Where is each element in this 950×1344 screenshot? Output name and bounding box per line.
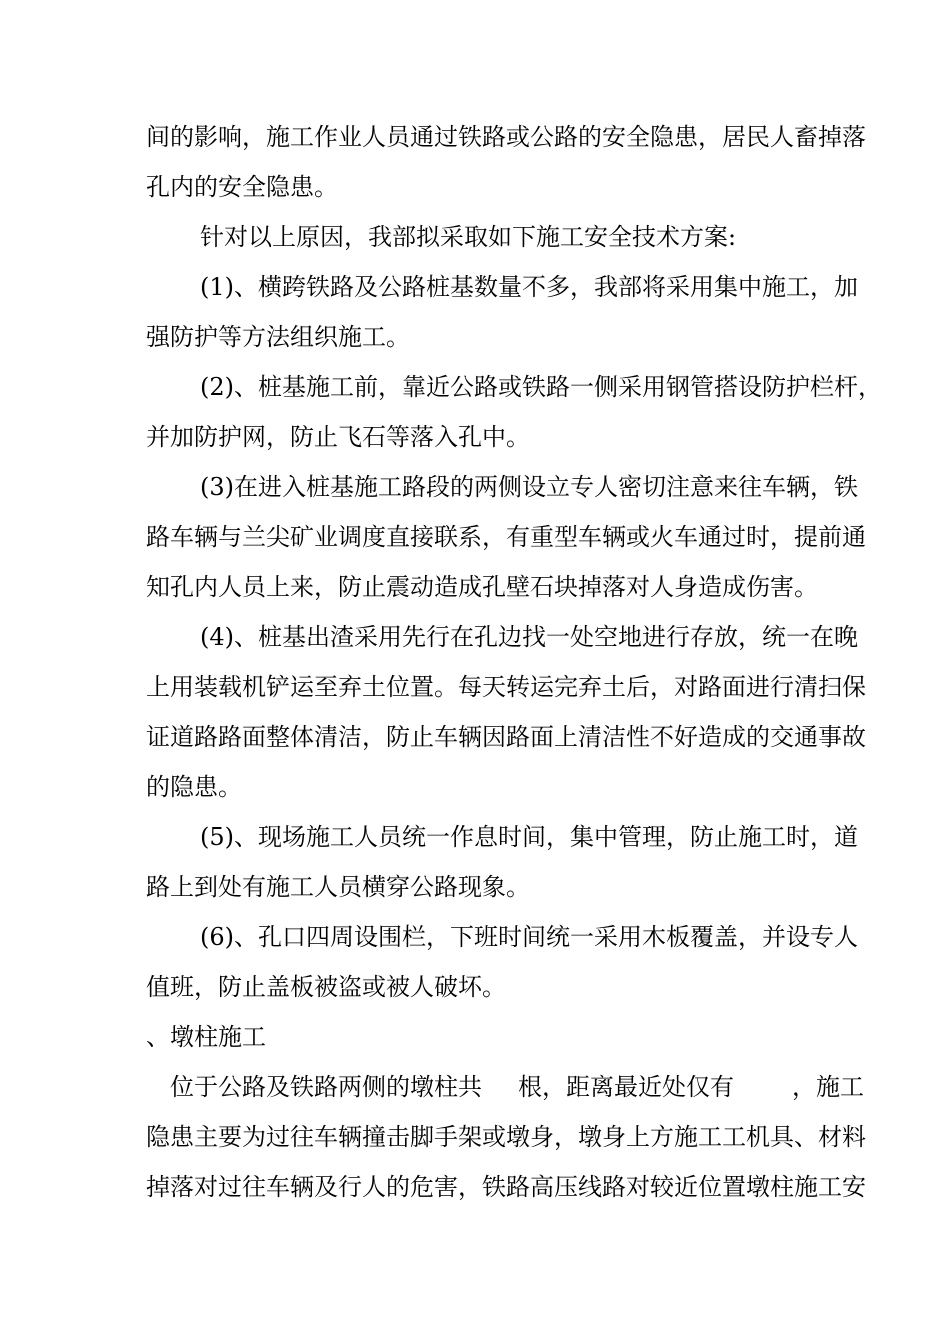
paragraph-line: 证道路路面整体清洁，防止车辆因路面上清洁性不好造成的交通事故 [146, 723, 866, 751]
section-heading: 、墩柱施工 [146, 1023, 266, 1051]
text-segment: ，施工 [792, 1073, 864, 1101]
paragraph-line: 针对以上原因，我部拟采取如下施工安全技术方案: [200, 223, 737, 251]
paragraph-line: (4)、桩基出渣采用先行在孔边找一处空地进行存放，统一在晚 [200, 623, 858, 651]
paragraph-line: 上用装载机铲运至弃土位置。每天转运完弃土后，对路面进行清扫保 [146, 673, 866, 701]
paragraph-line: 孔内的安全隐患。 [146, 173, 338, 201]
paragraph-line: 强防护等方法组织施工。 [146, 323, 410, 351]
text-segment: 根，距离最近处仅有 [518, 1073, 734, 1101]
paragraph-line: 路上到处有施工人员横穿公路现象。 [146, 873, 530, 901]
paragraph-line: (6)、孔口四周设围栏，下班时间统一采用木板覆盖，并设专人 [200, 923, 858, 951]
paragraph-line: 间的影响，施工作业人员通过铁路或公路的安全隐患，居民人畜掉落 [146, 123, 866, 151]
paragraph-line: 掉落对过往车辆及行人的危害，铁路高压线路对较近位置墩柱施工安 [146, 1173, 866, 1201]
paragraph-line: (1)、横跨铁路及公路桩基数量不多，我部将采用集中施工，加 [200, 273, 858, 301]
paragraph-line [170, 1072, 864, 1102]
paragraph-line: 路车辆与兰尖矿业调度直接联系，有重型车辆或火车通过时，提前通 [146, 523, 866, 551]
paragraph-line: 的隐患。 [146, 773, 242, 801]
paragraph-line: 并加防护网，防止飞石等落入孔中。 [146, 423, 530, 451]
paragraph-line: 知孔内人员上来，防止震动造成孔壁石块掉落对人身造成伤害。 [146, 573, 818, 601]
paragraph-line: (2)、桩基施工前，靠近公路或铁路一侧采用钢管搭设防护栏杆， [200, 373, 882, 401]
paragraph-line: 值班，防止盖板被盗或被人破坏。 [146, 973, 506, 1001]
text-segment: 位于公路及铁路两侧的墩柱共 [170, 1073, 482, 1101]
paragraph-line: (3)在进入桩基施工路段的两侧设立专人密切注意来往车辆，铁 [200, 473, 858, 501]
paragraph-line: 隐患主要为过往车辆撞击脚手架或墩身，墩身上方施工工机具、材料 [146, 1123, 866, 1151]
paragraph-line: (5)、现场施工人员统一作息时间，集中管理，防止施工时，道 [200, 823, 858, 851]
